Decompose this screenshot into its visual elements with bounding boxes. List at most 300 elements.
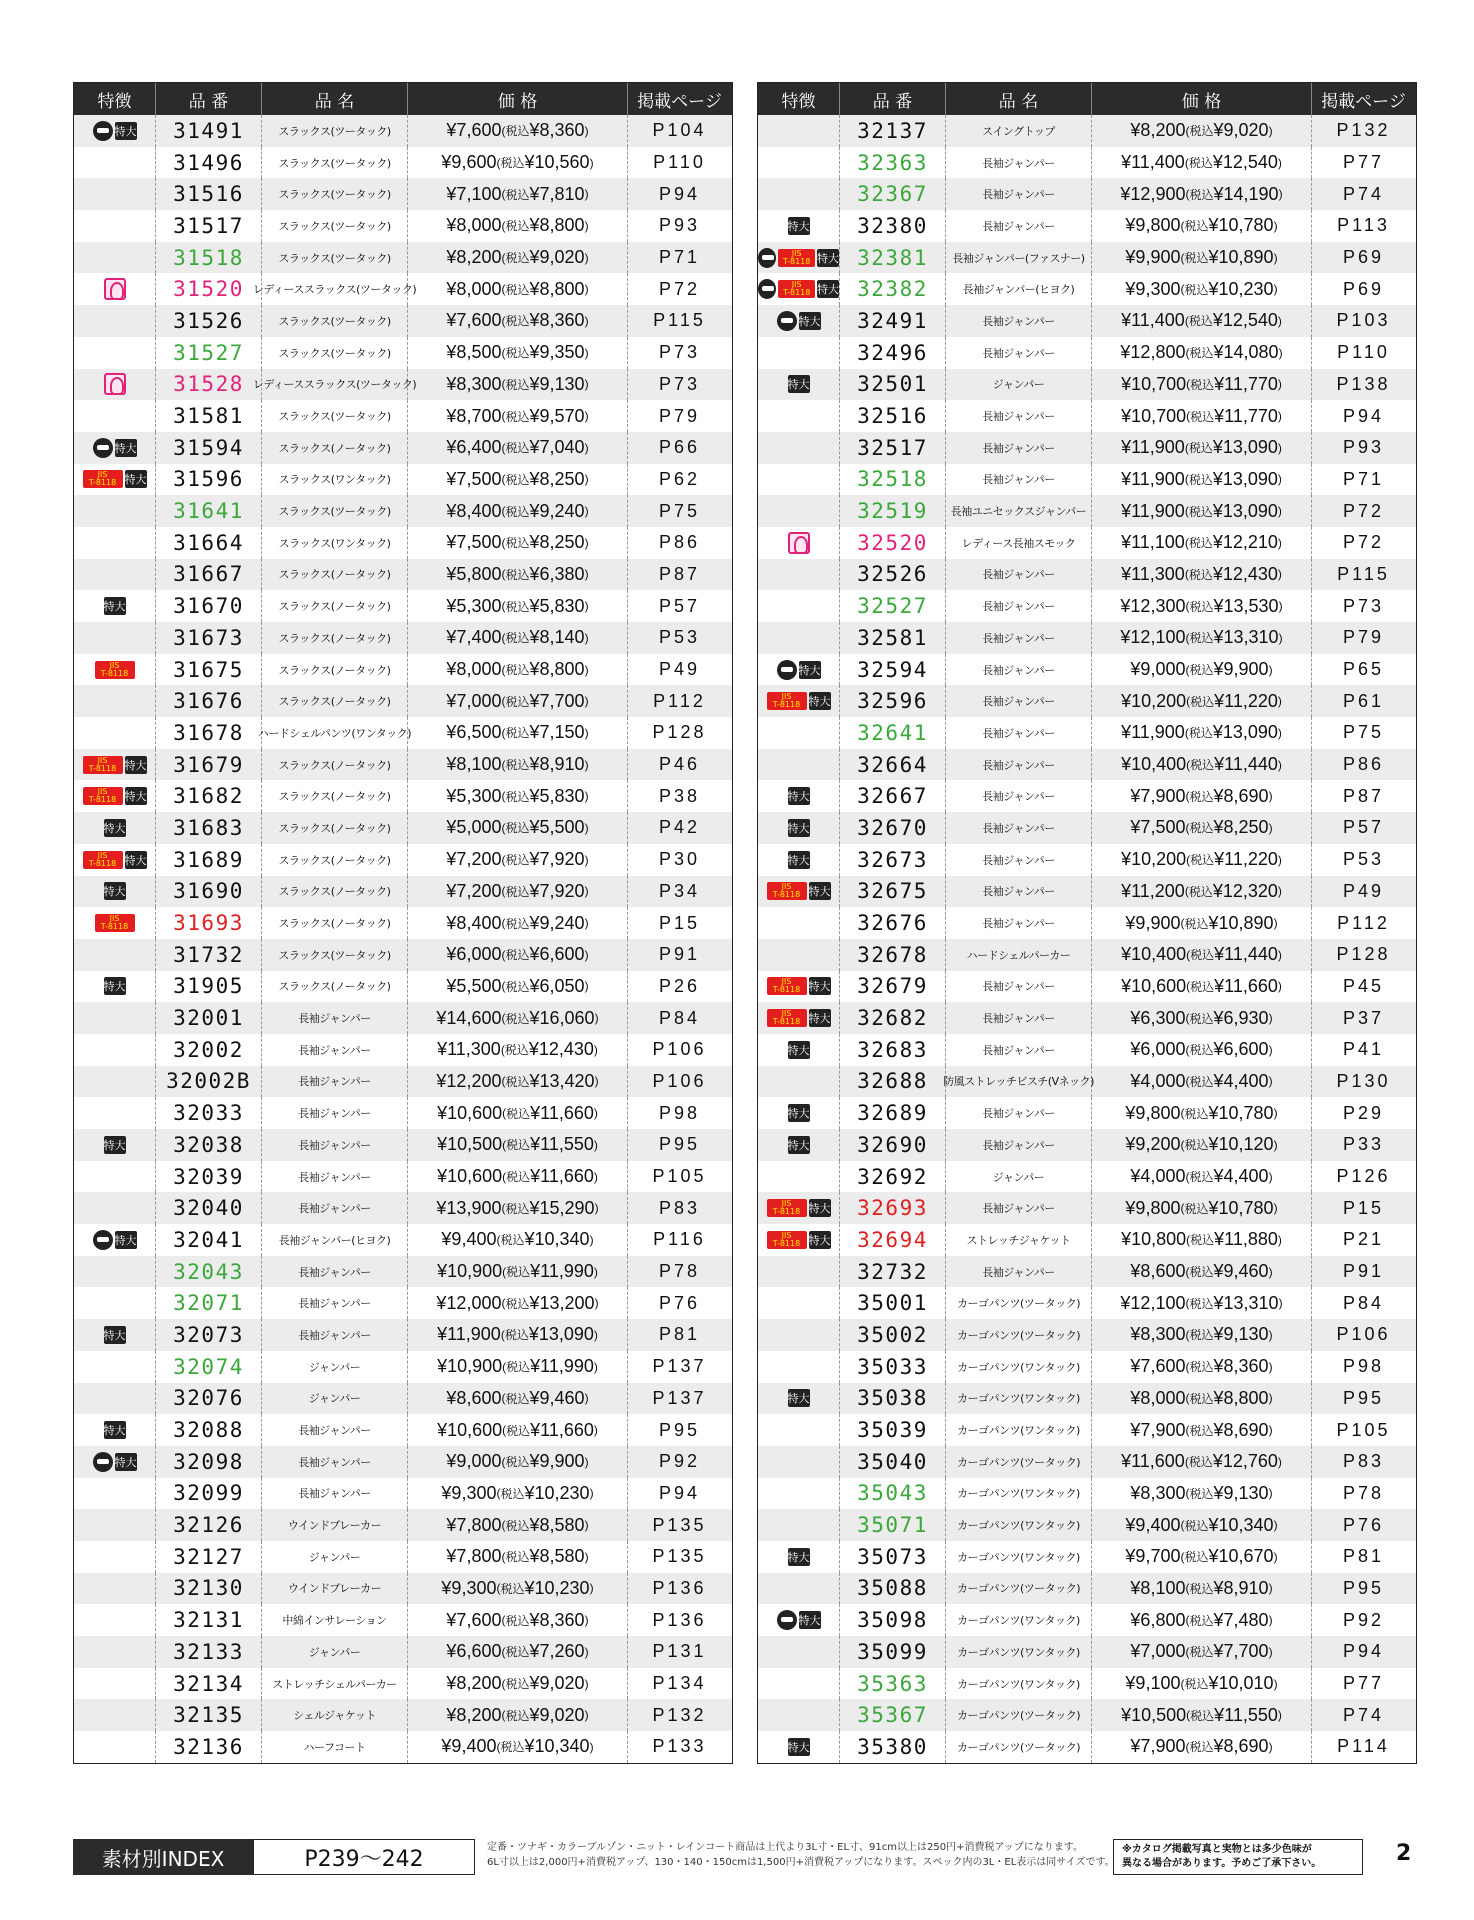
product-number: 31641 xyxy=(156,495,262,527)
product-name: 長袖ジャンパー(ヒヨク) xyxy=(946,273,1092,305)
tax-label: 税込 xyxy=(1189,1043,1214,1058)
feature-icons xyxy=(74,654,156,686)
price-base: ¥6,500 xyxy=(446,722,502,743)
catalog-page: P87 xyxy=(1342,785,1385,806)
product-name: ジャンパー xyxy=(946,1161,1092,1193)
catalog-page: P116 xyxy=(653,1229,706,1250)
big-size-icon xyxy=(777,311,797,331)
tax-label: 税込 xyxy=(1189,1328,1214,1343)
price-tax-open: ( xyxy=(501,1391,506,1406)
price-base: ¥7,800 xyxy=(446,1546,502,1567)
table-row xyxy=(758,242,1416,274)
price xyxy=(408,1097,628,1129)
product-number: 32033 xyxy=(156,1097,262,1129)
jis-t8118-icon xyxy=(778,249,815,267)
table-row xyxy=(74,1066,732,1098)
product-number: 32520 xyxy=(840,527,946,559)
price xyxy=(408,1002,628,1034)
product-number: 31732 xyxy=(156,939,262,971)
table-row xyxy=(758,1478,1416,1510)
big-size-icon xyxy=(777,1610,797,1630)
price-with-tax: ¥7,480 xyxy=(1213,1609,1269,1630)
jis-t8118-icon xyxy=(95,661,135,679)
catalog-page: P106 xyxy=(652,1039,707,1060)
price-base: ¥8,700 xyxy=(446,405,502,426)
price-tax-open: ( xyxy=(1186,694,1191,709)
price-tax-open: ( xyxy=(1184,504,1189,519)
tax-label: 税込 xyxy=(1190,979,1215,994)
price xyxy=(408,1256,628,1288)
product-number: 32670 xyxy=(840,812,946,844)
price-tax-close: ) xyxy=(1268,1042,1273,1057)
price xyxy=(1092,464,1312,496)
price-tax-open: ( xyxy=(1186,979,1191,994)
feature-icons xyxy=(758,1636,840,1668)
price-with-tax: ¥7,150 xyxy=(529,722,585,743)
price-tax-open: ( xyxy=(501,1296,506,1311)
product-number: 31581 xyxy=(156,400,262,432)
table-row xyxy=(758,685,1416,717)
price xyxy=(1092,876,1312,908)
price-with-tax: ¥10,340 xyxy=(524,1229,590,1250)
table-row xyxy=(758,1192,1416,1224)
product-number: 32694 xyxy=(840,1224,946,1256)
tax-label: 税込 xyxy=(1190,409,1215,424)
feature-icons xyxy=(74,337,156,369)
table-row xyxy=(74,749,732,781)
table-row xyxy=(74,495,732,527)
price-tax-open: ( xyxy=(496,1486,501,1501)
product-name: スイングトップ xyxy=(946,115,1092,147)
price-tax-close: ) xyxy=(593,1264,598,1279)
table-row xyxy=(74,622,732,654)
table-row xyxy=(74,939,732,971)
price-tax-open: ( xyxy=(501,472,506,487)
price-base: ¥8,000 xyxy=(1130,1387,1186,1408)
feature-icons xyxy=(758,1161,840,1193)
price-tax-open: ( xyxy=(502,1359,507,1374)
price-tax-close: ) xyxy=(584,916,589,931)
price-tax-close: ) xyxy=(584,377,589,392)
extra-large-size-icon: 特大 xyxy=(115,122,137,140)
catalog-page: P79 xyxy=(1342,627,1385,648)
extra-large-size-icon: 特大 xyxy=(788,1104,810,1122)
price-with-tax: ¥11,550 xyxy=(1214,1704,1278,1725)
price-base: ¥10,500 xyxy=(1121,1704,1187,1725)
catalog-page: P83 xyxy=(1342,1451,1385,1472)
product-number: 32732 xyxy=(840,1256,946,1288)
price-base: ¥11,900 xyxy=(437,1324,501,1345)
product-number: 31496 xyxy=(156,147,262,179)
product-number: 32491 xyxy=(840,305,946,337)
extra-large-size-icon: 特大 xyxy=(788,375,810,393)
tax-label: 税込 xyxy=(1184,1677,1209,1692)
product-number: 31905 xyxy=(156,971,262,1003)
price xyxy=(1092,780,1312,812)
price-tax-close: ) xyxy=(1278,345,1283,360)
catalog-page: P95 xyxy=(658,1134,701,1155)
product-number: 31683 xyxy=(156,812,262,844)
price xyxy=(408,1287,628,1319)
price-tax-close: ) xyxy=(1277,313,1282,328)
catalog-page: P105 xyxy=(652,1166,707,1187)
table-row xyxy=(758,559,1416,591)
catalog-page: P26 xyxy=(658,975,701,996)
price xyxy=(408,1319,628,1351)
price-tax-open: ( xyxy=(1185,1042,1190,1057)
table-row xyxy=(74,210,732,242)
price-tax-close: ) xyxy=(584,852,589,867)
extra-large-size-icon: 特大 xyxy=(104,882,126,900)
table-row xyxy=(74,654,732,686)
feature-icons xyxy=(74,1383,156,1415)
tax-label: 税込 xyxy=(505,821,530,836)
product-number: 35099 xyxy=(840,1636,946,1668)
tax-label: 税込 xyxy=(1189,1170,1214,1185)
price-tax-close: ) xyxy=(589,155,594,170)
tax-label: 税込 xyxy=(1189,1074,1214,1089)
header-price: 価 格 xyxy=(1092,83,1312,115)
price-tax-open: ( xyxy=(1180,916,1185,931)
table-row xyxy=(758,590,1416,622)
price-base: ¥10,400 xyxy=(1121,944,1187,965)
jis-standard-label: T-8118 xyxy=(772,1207,801,1217)
price-base: ¥14,600 xyxy=(436,1007,502,1028)
tax-label: 税込 xyxy=(1188,726,1213,741)
product-number: 32673 xyxy=(840,844,946,876)
price-tax-close: ) xyxy=(1273,218,1278,233)
price-base: ¥13,900 xyxy=(436,1197,502,1218)
tax-label: 税込 xyxy=(505,1011,530,1026)
price-tax-open: ( xyxy=(501,916,506,931)
price xyxy=(1092,305,1312,337)
price-with-tax: ¥8,800 xyxy=(1213,1387,1269,1408)
feature-icons xyxy=(758,1699,840,1731)
price-with-tax: ¥12,210 xyxy=(1212,532,1278,553)
catalog-page: P75 xyxy=(1342,722,1385,743)
price-tax-close: ) xyxy=(584,1613,589,1628)
feature-icons xyxy=(758,590,840,622)
jis-label: JIS xyxy=(109,660,120,670)
price-tax-close: ) xyxy=(1268,1644,1273,1659)
catalog-page: P79 xyxy=(658,405,701,426)
product-number: 32137 xyxy=(840,115,946,147)
tax-label: 税込 xyxy=(505,631,530,646)
color-disclaimer xyxy=(1113,1839,1363,1875)
catalog-page: P98 xyxy=(1342,1356,1385,1377)
price-tax-close: ) xyxy=(594,1074,599,1089)
extra-large-size-icon: 特大 xyxy=(104,819,126,837)
price xyxy=(1092,1097,1312,1129)
catalog-page: P135 xyxy=(652,1546,707,1567)
extra-large-size-icon: 特大 xyxy=(788,851,810,869)
price-tax-open: ( xyxy=(501,630,506,645)
product-name: カーゴパンツ(ツータック) xyxy=(946,1446,1092,1478)
tax-label: 税込 xyxy=(1190,948,1215,963)
tax-label: 税込 xyxy=(505,884,530,899)
tax-label: 税込 xyxy=(505,1201,530,1216)
price-with-tax: ¥9,020 xyxy=(529,247,585,268)
price-tax-close: ) xyxy=(1268,1074,1273,1089)
price-with-tax: ¥6,600 xyxy=(1213,1039,1269,1060)
tax-label: 税込 xyxy=(1188,1455,1213,1470)
product-number: 31527 xyxy=(156,337,262,369)
price-base: ¥7,000 xyxy=(1130,1641,1186,1662)
price-tax-open: ( xyxy=(501,1518,506,1533)
price xyxy=(408,1541,628,1573)
price-with-tax: ¥4,400 xyxy=(1213,1070,1269,1091)
table-row xyxy=(758,939,1416,971)
feature-icons xyxy=(74,876,156,908)
extra-large-size-icon: 特大 xyxy=(788,1548,810,1566)
price-tax-open: ( xyxy=(1184,1454,1189,1469)
feature-icons xyxy=(758,907,840,939)
tax-label: 税込 xyxy=(504,1328,529,1343)
extra-large-size-icon: 特大 xyxy=(788,1738,810,1756)
price-base: ¥9,800 xyxy=(1125,1102,1181,1123)
price-base: ¥10,600 xyxy=(1121,975,1187,996)
price-tax-close: ) xyxy=(1268,1486,1273,1501)
price-with-tax: ¥10,670 xyxy=(1208,1546,1274,1567)
product-number: 32134 xyxy=(156,1668,262,1700)
price-with-tax: ¥10,890 xyxy=(1208,247,1274,268)
feature-icons xyxy=(758,1478,840,1510)
price-tax-open: ( xyxy=(501,567,506,582)
product-number: 31689 xyxy=(156,844,262,876)
jis-t8118-icon xyxy=(767,1231,807,1249)
table-row xyxy=(74,400,732,432)
product-name: ジャンパー xyxy=(946,369,1092,401)
price xyxy=(408,1604,628,1636)
price-with-tax: ¥9,020 xyxy=(1213,120,1269,141)
table-row xyxy=(74,907,732,939)
catalog-page: P106 xyxy=(1336,1324,1391,1345)
feature-icons xyxy=(74,1414,156,1446)
product-name: ジャンパー xyxy=(262,1351,408,1383)
catalog-page: P134 xyxy=(652,1673,707,1694)
catalog-page: P76 xyxy=(1342,1514,1385,1535)
feature-icons xyxy=(74,1668,156,1700)
feature-icons xyxy=(758,1668,840,1700)
big-size-icon xyxy=(777,660,797,680)
product-number: 32071 xyxy=(156,1287,262,1319)
price-tax-close: ) xyxy=(593,1423,598,1438)
table-row xyxy=(758,178,1416,210)
price-with-tax: ¥8,250 xyxy=(529,532,585,553)
header-product-number: 品 番 xyxy=(840,83,946,115)
table-row xyxy=(74,1509,732,1541)
price-tax-open: ( xyxy=(1184,884,1189,899)
price-base: ¥12,200 xyxy=(436,1070,502,1091)
price-base: ¥8,200 xyxy=(446,1673,502,1694)
price-base: ¥9,900 xyxy=(1125,247,1181,268)
price-with-tax: ¥10,010 xyxy=(1208,1673,1274,1694)
price-base: ¥8,200 xyxy=(446,247,502,268)
product-name: ウインドブレーカー xyxy=(262,1573,408,1605)
price xyxy=(1092,1573,1312,1605)
tax-label: 税込 xyxy=(505,979,530,994)
price-tax-close: ) xyxy=(1268,1169,1273,1184)
product-number: 32038 xyxy=(156,1129,262,1161)
price-with-tax: ¥9,460 xyxy=(1213,1261,1269,1282)
price-base: ¥7,000 xyxy=(446,690,502,711)
catalog-page: P93 xyxy=(658,215,701,236)
tax-label: 税込 xyxy=(1184,916,1209,931)
product-name: 長袖ジャンパー xyxy=(262,1256,408,1288)
table-row xyxy=(758,1668,1416,1700)
product-name: 長袖ジャンパー xyxy=(946,907,1092,939)
product-name: スラックス(ツータック) xyxy=(262,305,408,337)
price-base: ¥9,000 xyxy=(446,1451,502,1472)
price-tax-open: ( xyxy=(1180,1676,1185,1691)
tax-label: 税込 xyxy=(1188,314,1213,329)
product-name: 中綿インサレーション xyxy=(262,1604,408,1636)
product-number: 31682 xyxy=(156,780,262,812)
price xyxy=(1092,1129,1312,1161)
feature-icons xyxy=(74,178,156,210)
tax-label: 税込 xyxy=(505,1550,530,1565)
price-tax-close: ) xyxy=(593,1042,598,1057)
product-number: 32131 xyxy=(156,1604,262,1636)
catalog-page: P86 xyxy=(1342,754,1385,775)
tax-label: 税込 xyxy=(504,1043,529,1058)
product-number: 31518 xyxy=(156,242,262,274)
header-page: 掲載ページ xyxy=(637,91,722,112)
price-tax-open: ( xyxy=(496,155,501,170)
feature-icons xyxy=(74,1287,156,1319)
price xyxy=(408,242,628,274)
product-name: スラックス(ノータック) xyxy=(262,622,408,654)
jis-label: JIS xyxy=(781,1199,792,1209)
product-name: カーゴパンツ(ワンタック) xyxy=(946,1351,1092,1383)
product-name: 長袖ジャンパー xyxy=(946,971,1092,1003)
price-tax-open: ( xyxy=(501,1011,506,1026)
product-name: 長袖ジャンパー xyxy=(946,654,1092,686)
price-tax-open: ( xyxy=(501,1676,506,1691)
price-tax-open: ( xyxy=(1185,599,1190,614)
price-tax-open: ( xyxy=(1185,1359,1190,1374)
table-row xyxy=(74,464,732,496)
catalog-page: P136 xyxy=(652,1577,707,1598)
feature-icons xyxy=(758,464,840,496)
price-tax-open: ( xyxy=(1186,409,1191,424)
price xyxy=(1092,1256,1312,1288)
price-with-tax: ¥11,990 xyxy=(530,1356,594,1377)
table-row xyxy=(74,844,732,876)
price xyxy=(408,559,628,591)
jis-t8118-icon xyxy=(767,1199,807,1217)
feature-icons xyxy=(758,1319,840,1351)
notice-line: ※カタログ掲載写真と実物とは多少色味が xyxy=(1122,1844,1312,1855)
price xyxy=(1092,178,1312,210)
price-base: ¥9,400 xyxy=(1125,1514,1181,1535)
product-number: 32002B xyxy=(156,1066,262,1098)
product-number: 32126 xyxy=(156,1509,262,1541)
catalog-page: P73 xyxy=(658,373,701,394)
price-with-tax: ¥7,040 xyxy=(529,437,585,458)
table-row xyxy=(758,907,1416,939)
product-number: 32041 xyxy=(156,1224,262,1256)
price xyxy=(1092,622,1312,654)
price-base: ¥7,100 xyxy=(446,183,502,204)
feature-icons xyxy=(758,432,840,464)
jis-standard-label: T-8118 xyxy=(88,763,117,773)
price-tax-open: ( xyxy=(500,1042,505,1057)
price-tax-close: ) xyxy=(593,1106,598,1121)
price-tax-open: ( xyxy=(1185,1391,1190,1406)
price-base: ¥11,400 xyxy=(1121,152,1185,173)
tax-label: 税込 xyxy=(1184,1550,1209,1565)
size-surcharge-note xyxy=(487,1840,1187,1870)
catalog-page: P91 xyxy=(1342,1261,1385,1282)
product-name: シェルジャケット xyxy=(262,1699,408,1731)
tax-label: 税込 xyxy=(500,1486,525,1501)
tax-label: 税込 xyxy=(505,1391,530,1406)
tax-label: 税込 xyxy=(506,1265,531,1280)
catalog-page: P78 xyxy=(1342,1482,1385,1503)
jis-standard-label: T-8118 xyxy=(88,858,117,868)
product-name: カーゴパンツ(ワンタック) xyxy=(946,1509,1092,1541)
price-tax-close: ) xyxy=(584,820,589,835)
table-row xyxy=(758,1066,1416,1098)
table-row xyxy=(74,1414,732,1446)
price-with-tax: ¥9,900 xyxy=(529,1451,585,1472)
price-with-tax: ¥12,430 xyxy=(528,1039,594,1060)
price-tax-close: ) xyxy=(1277,694,1282,709)
product-name: ハードシェルパーカー xyxy=(946,939,1092,971)
price-tax-open: ( xyxy=(1185,1327,1190,1342)
tax-label: 税込 xyxy=(506,1170,531,1185)
product-number: 32098 xyxy=(156,1446,262,1478)
price-tax-close: ) xyxy=(584,979,589,994)
feature-icons xyxy=(74,1256,156,1288)
catalog-page: P77 xyxy=(1342,1673,1385,1694)
catalog-page: P95 xyxy=(1342,1577,1385,1598)
price-with-tax: ¥10,230 xyxy=(524,1577,590,1598)
price-tax-close: ) xyxy=(584,884,589,899)
notice-line: 異なる場合があります。予めご了承下さい。 xyxy=(1122,1858,1322,1869)
price-tax-close: ) xyxy=(1268,1359,1273,1374)
jis-label: JIS xyxy=(109,914,120,924)
product-number: 31667 xyxy=(156,559,262,591)
price-tax-close: ) xyxy=(584,535,589,550)
table-row xyxy=(758,812,1416,844)
price-with-tax: ¥12,430 xyxy=(1212,563,1278,584)
tax-label: 税込 xyxy=(1188,472,1213,487)
table-row xyxy=(758,400,1416,432)
price-with-tax: ¥6,050 xyxy=(529,975,585,996)
price-with-tax: ¥8,360 xyxy=(1213,1356,1269,1377)
price-tax-open: ( xyxy=(501,218,506,233)
price-with-tax: ¥9,350 xyxy=(529,342,585,363)
product-name: カーゴパンツ(ワンタック) xyxy=(946,1668,1092,1700)
price-tax-close: ) xyxy=(1268,1581,1273,1596)
table-row xyxy=(74,337,732,369)
catalog-page: P94 xyxy=(1342,1641,1385,1662)
catalog-page: P84 xyxy=(1342,1292,1385,1313)
price-base: ¥4,000 xyxy=(1130,1070,1186,1091)
jis-standard-label: T-8118 xyxy=(88,795,117,805)
feature-icons xyxy=(74,210,156,242)
table-row xyxy=(758,1573,1416,1605)
product-number: 32099 xyxy=(156,1478,262,1510)
catalog-page: P126 xyxy=(1336,1166,1391,1187)
product-number: 32676 xyxy=(840,907,946,939)
feature-icons xyxy=(758,369,840,401)
catalog-page: P128 xyxy=(1336,944,1391,965)
feature-icons xyxy=(74,907,156,939)
feature-icons xyxy=(758,1351,840,1383)
